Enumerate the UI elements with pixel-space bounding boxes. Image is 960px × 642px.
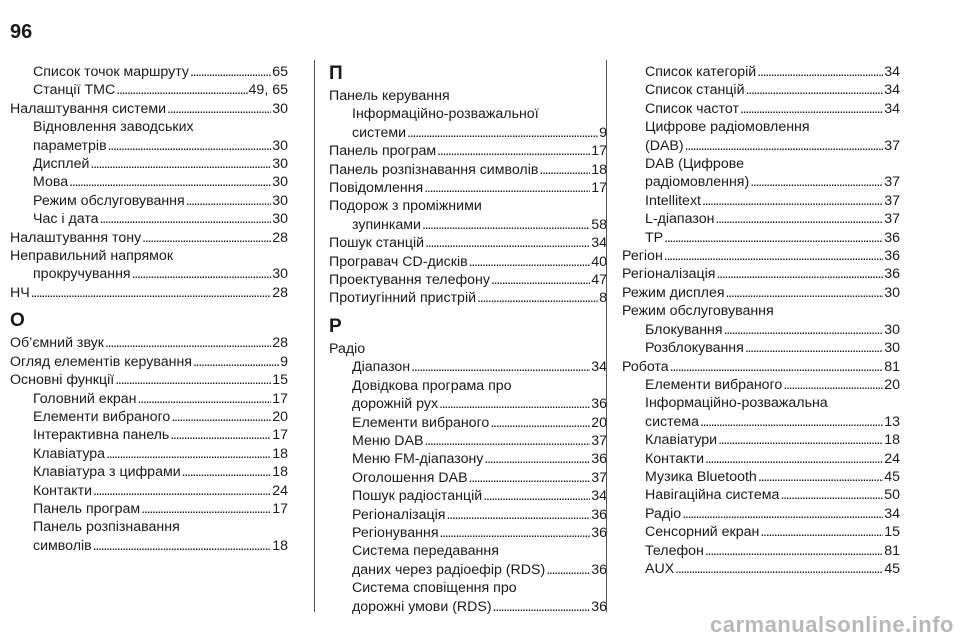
page-reference: 65	[272, 64, 288, 80]
index-subentry	[622, 210, 900, 228]
index-subentry	[10, 63, 288, 81]
index-subentry	[622, 431, 900, 449]
page-reference: 30	[272, 266, 288, 283]
dot-leader	[132, 265, 272, 283]
dot-leader	[758, 468, 883, 486]
index-column-1	[10, 63, 288, 555]
dot-leader	[783, 376, 883, 394]
index-entry-text: Регіоналізація	[622, 266, 716, 283]
index-subentry	[622, 118, 900, 155]
dot-leader	[780, 486, 883, 504]
dot-leader	[664, 229, 883, 247]
index-entry	[10, 229, 288, 247]
dot-leader	[483, 487, 590, 505]
index-entry-text: Неправильний напрямок	[10, 248, 174, 265]
index-entry-text: системи	[352, 124, 407, 141]
index-subentry	[329, 414, 607, 432]
page-reference: 30	[272, 192, 288, 209]
dot-leader	[745, 339, 883, 357]
index-entry-text: Робота	[622, 358, 669, 375]
page-reference: 34	[884, 64, 900, 80]
dot-leader	[439, 395, 590, 413]
index-entry-text: Клавіатура з цифрами	[33, 464, 181, 481]
index-subentry	[329, 469, 607, 487]
index-entry-text: Intellitext	[645, 192, 701, 209]
index-subentry	[329, 377, 607, 414]
index-entry	[622, 247, 900, 265]
dot-leader	[142, 229, 271, 247]
index-entry-text: Відновлення заводських	[33, 119, 194, 136]
index-subentry	[622, 542, 900, 560]
index-entry-text: Мова	[33, 174, 69, 191]
page-reference: 18	[884, 432, 900, 449]
index-entry-text: Налаштування тону	[10, 229, 142, 246]
index-entry	[10, 247, 288, 284]
dot-leader	[108, 137, 272, 155]
index-entry	[329, 234, 607, 252]
index-subentry	[10, 390, 288, 408]
dot-leader	[670, 358, 884, 376]
page-reference: 81	[884, 358, 900, 375]
page-reference: 36	[591, 524, 607, 541]
dot-leader	[724, 321, 884, 339]
index-subentry	[10, 173, 288, 191]
dot-leader	[106, 445, 271, 463]
page-reference: 36	[884, 229, 900, 246]
index-column-3	[622, 63, 900, 578]
index-entry-text: Сенсорний екран	[645, 524, 760, 541]
index-subentry	[622, 339, 900, 357]
index-entry-text: Проектування телефону	[329, 272, 490, 289]
dot-leader	[675, 560, 883, 578]
page-reference: 45	[884, 468, 900, 485]
index-entry-text: Режим обслуговування	[622, 303, 774, 320]
dot-leader	[685, 137, 884, 155]
index-entry-text: Огляд елементів керування	[10, 353, 192, 370]
page-reference: 58	[591, 216, 607, 233]
index-entry	[329, 87, 607, 142]
index-section-letter: О	[10, 310, 25, 332]
index-entry-text: символів	[33, 537, 92, 554]
index-entry-text: дорожні умови (RDS)	[352, 598, 492, 615]
index-entry-text: Список частот	[645, 100, 739, 117]
dot-leader	[705, 542, 883, 560]
page-reference: 81	[884, 542, 900, 559]
dot-leader	[682, 505, 883, 523]
index-entry-text: Панель програм	[33, 500, 141, 517]
page-reference: 17	[591, 143, 607, 160]
index-entry	[329, 340, 607, 358]
index-entry-text: Інформаційно-розважальної	[352, 106, 539, 123]
page-reference: 17	[272, 427, 288, 444]
dot-leader	[193, 353, 279, 371]
index-entry-text: Список станцій	[645, 82, 745, 99]
watermark: carmanualsonline.info	[710, 612, 954, 637]
index-entry	[622, 284, 900, 302]
index-entry-text: Контакти	[645, 450, 705, 467]
index-entry-text: Налаштування системи	[10, 100, 167, 117]
index-subentry	[622, 155, 900, 192]
index-entry-text: Регіон	[622, 248, 663, 265]
page-reference: 8	[599, 290, 607, 307]
index-entry	[622, 265, 900, 283]
index-entry-text: Список точок маршруту	[33, 64, 189, 80]
dot-leader	[422, 216, 590, 234]
index-subentry	[622, 505, 900, 523]
index-entry-text: Блокування	[645, 321, 723, 338]
page-reference: 18	[591, 161, 607, 178]
page-reference: 30	[272, 100, 288, 117]
index-subentry	[622, 376, 900, 394]
index-entry-text: Довідкова програма про	[352, 377, 512, 394]
page-reference: 30	[272, 137, 288, 154]
index-entry-text: Панель керування	[329, 88, 450, 104]
page-reference: 34	[591, 488, 607, 505]
index-entry	[10, 100, 288, 118]
dot-leader	[726, 284, 884, 302]
dot-leader	[186, 192, 272, 210]
index-subentry	[329, 358, 607, 376]
index-entry	[622, 302, 900, 320]
dot-leader	[171, 408, 271, 426]
index-subentry	[10, 445, 288, 463]
page-reference: 36	[591, 451, 607, 468]
dot-leader	[424, 179, 590, 197]
index-subentry	[329, 450, 607, 468]
index-entry	[10, 334, 288, 352]
dot-leader	[493, 598, 591, 616]
index-entry-text: Час і дата	[33, 211, 99, 228]
index-subentry	[622, 81, 900, 99]
dot-leader	[716, 265, 883, 283]
index-entry-text: Цифрове радіомовлення	[645, 119, 810, 136]
dot-leader	[105, 334, 271, 352]
dot-leader	[702, 192, 883, 210]
index-subentry	[10, 500, 288, 518]
dot-leader	[740, 100, 883, 118]
dot-leader	[750, 173, 883, 191]
index-entry-text: Елементи вибраного	[33, 408, 171, 425]
index-entry-text: Режим обслуговування	[33, 192, 185, 209]
page-reference: 17	[591, 180, 607, 197]
index-entry	[329, 179, 607, 197]
page-reference: 28	[272, 229, 288, 246]
dot-leader	[190, 63, 271, 81]
page-reference: 20	[884, 376, 900, 393]
index-entry-text: Станції TMC	[33, 82, 116, 99]
index-entry-text: (DAB)	[645, 137, 684, 154]
dot-leader	[424, 432, 590, 450]
index-entry-text: Подорож з проміжними	[329, 198, 482, 215]
index-section-letter: П	[329, 63, 343, 84]
page-reference: 18	[272, 445, 288, 462]
page-reference: 37	[591, 469, 607, 486]
dot-leader	[437, 142, 590, 160]
index-entry-text: Навігаційна система	[645, 487, 780, 504]
page-reference: 37	[591, 432, 607, 449]
dot-leader	[407, 124, 598, 142]
index-entry-text: Режим дисплея	[622, 284, 725, 301]
index-entry-text: система	[645, 413, 699, 430]
index-entry-text: даних через радіоефір (RDS)	[352, 561, 546, 578]
index-entry-text: Регіоналізація	[352, 506, 446, 523]
index-subentry	[10, 210, 288, 228]
page-number: 96	[10, 21, 33, 43]
page-reference: 40	[591, 253, 607, 270]
index-entry-text: Інтерактивна панель	[33, 427, 170, 444]
index-entry-text: Меню DAB	[352, 432, 424, 449]
index-entry-text: Основні функції	[10, 372, 115, 389]
index-subentry	[10, 426, 288, 444]
dot-leader	[170, 426, 271, 444]
dot-leader	[477, 289, 598, 307]
index-entry-text: Система сповіщення про	[352, 580, 517, 597]
page-reference: 36	[884, 266, 900, 283]
page-reference: 30	[884, 321, 900, 338]
dot-leader	[700, 413, 883, 431]
index-subentry	[10, 192, 288, 210]
index-entry-text: Клавіатура	[33, 445, 106, 462]
page-reference: 34	[591, 235, 607, 252]
index-entry	[329, 289, 607, 307]
page-reference: 30	[884, 284, 900, 301]
index-subentry	[622, 229, 900, 247]
dot-leader	[757, 63, 883, 81]
page-reference: 36	[591, 506, 607, 523]
index-entry-text: Музика Bluetooth	[645, 468, 757, 485]
dot-leader	[31, 284, 272, 302]
index-subentry	[329, 487, 607, 505]
page-reference: 36	[591, 598, 607, 615]
column-divider	[606, 60, 607, 612]
index-entry-text: Клавіатури	[645, 432, 718, 449]
index-entry-text: Список категорій	[645, 64, 757, 80]
index-subentry	[329, 579, 607, 616]
page-reference: 30	[272, 156, 288, 173]
index-subentry	[10, 482, 288, 500]
dot-leader	[546, 561, 590, 579]
index-entry-text: Меню FM-діапазону	[352, 451, 484, 468]
index-subentry	[622, 523, 900, 541]
dot-leader	[484, 450, 590, 468]
dot-leader	[182, 463, 272, 481]
index-entry	[329, 161, 607, 179]
page-reference: 34	[884, 82, 900, 99]
page-reference: 28	[272, 335, 288, 352]
index-column-2	[329, 63, 607, 616]
page-reference: 20	[591, 414, 607, 431]
index-entry-text: DAB (Цифрове	[645, 156, 744, 173]
index-entry-text: Пошук радіостанцій	[352, 488, 483, 505]
index-entry-text: Панель розпізнавання	[33, 519, 180, 536]
dot-leader	[490, 414, 590, 432]
index-subentry	[10, 118, 288, 155]
page-reference: 34	[884, 505, 900, 522]
index-entry-text: Діапазон	[352, 359, 411, 376]
page-reference: 30	[884, 340, 900, 357]
index-entry	[329, 197, 607, 234]
index-entry-text: Телефон	[645, 542, 704, 559]
page-reference: 36	[591, 561, 607, 578]
page-reference: 45	[884, 560, 900, 577]
index-subentry	[10, 518, 288, 555]
dot-leader	[138, 390, 272, 408]
page-reference: 36	[884, 248, 900, 265]
index-entry	[329, 142, 607, 160]
page-reference: 28	[272, 284, 288, 301]
dot-leader	[539, 161, 590, 179]
index-entry-text: НЧ	[10, 284, 30, 301]
page-reference: 24	[272, 482, 288, 499]
index-entry-text: Радіо	[329, 340, 366, 357]
page-reference: 37	[884, 137, 900, 154]
page-reference: 9	[599, 124, 607, 141]
dot-leader	[705, 450, 883, 468]
page-reference: 34	[884, 100, 900, 117]
page-reference: 50	[884, 487, 900, 504]
dot-leader	[69, 173, 271, 191]
dot-leader	[425, 234, 590, 252]
dot-leader	[93, 537, 272, 555]
index-entry-text: дорожній рух	[352, 396, 439, 413]
dot-leader	[718, 431, 883, 449]
dot-leader	[469, 253, 591, 271]
index-subentry	[329, 432, 607, 450]
page-reference: 37	[884, 211, 900, 228]
dot-leader	[760, 523, 883, 541]
dot-leader	[440, 524, 591, 542]
dot-leader	[100, 210, 272, 228]
index-subentry	[329, 542, 607, 579]
index-entry-text: Пошук станцій	[329, 235, 425, 252]
index-entry	[329, 253, 607, 271]
index-entry-text: Інформаційно-розважальна	[645, 395, 828, 412]
index-subentry	[622, 468, 900, 486]
index-entry	[10, 353, 288, 371]
index-entry-text: Панель програм	[329, 143, 437, 160]
index-subentry	[329, 524, 607, 542]
page-reference: 15	[272, 372, 288, 389]
index-section-letter: Р	[329, 315, 342, 337]
page-reference: 36	[591, 396, 607, 413]
index-entry-text: Об’ємний звук	[10, 335, 104, 352]
index-subentry	[10, 81, 288, 99]
index-entry-text: прокручування	[33, 266, 131, 283]
index-entry-text: Головний екран	[33, 390, 137, 407]
dot-leader	[491, 271, 590, 289]
index-subentry	[10, 463, 288, 481]
dot-leader	[411, 358, 590, 376]
index-subentry	[622, 192, 900, 210]
dot-leader	[115, 371, 271, 389]
index-entry-text: AUX	[645, 560, 675, 577]
page-reference: 17	[272, 500, 288, 517]
index-subentry	[622, 100, 900, 118]
index-entry	[10, 371, 288, 389]
index-entry-text: Елементи вибраного	[645, 376, 783, 393]
page-reference: 37	[884, 192, 900, 209]
index-entry	[10, 284, 288, 302]
index-entry-text: Програвач CD-дисків	[329, 253, 468, 270]
column-divider	[314, 60, 315, 612]
index-subentry	[622, 63, 900, 81]
page-reference: 18	[272, 464, 288, 481]
index-subentry	[622, 321, 900, 339]
index-entry-text: Дисплей	[33, 156, 90, 173]
index-subentry	[622, 560, 900, 578]
page-reference: 17	[272, 390, 288, 407]
index-entry-text: L-діапазон	[645, 211, 715, 228]
index-entry-text: Повідомлення	[329, 180, 424, 197]
page-reference: 13	[884, 413, 900, 430]
page-reference: 47	[591, 272, 607, 289]
index-entry-text: Протиугінний пристрій	[329, 290, 477, 307]
index-entry-text: Панель розпізнавання символів	[329, 161, 539, 178]
page-reference: 37	[884, 174, 900, 191]
index-entry-text: TP	[645, 229, 664, 246]
dot-leader	[664, 247, 883, 265]
page-reference: 24	[884, 450, 900, 467]
dot-leader	[90, 155, 271, 173]
dot-leader	[469, 469, 591, 487]
page-reference: 15	[884, 524, 900, 541]
index-entry-text: Елементи вибраного	[352, 414, 490, 431]
dot-leader	[446, 506, 590, 524]
index-entry	[622, 358, 900, 376]
index-subentry	[622, 486, 900, 504]
dot-leader	[746, 81, 884, 99]
index-subentry	[622, 450, 900, 468]
index-subentry	[329, 506, 607, 524]
index-subentry	[10, 408, 288, 426]
index-entry-text: Система передавання	[352, 543, 499, 560]
index-entry-text: Регіонування	[352, 524, 439, 541]
index-entry-text: Радіо	[645, 505, 682, 522]
index-entry	[329, 271, 607, 289]
page-reference: 30	[272, 174, 288, 191]
page-reference: 9	[280, 353, 288, 370]
dot-leader	[93, 482, 271, 500]
dot-leader	[715, 210, 883, 228]
index-entry-text: Оголошення DAB	[352, 469, 468, 486]
index-entry-text: параметрів	[33, 137, 107, 154]
page-reference: 20	[272, 408, 288, 425]
page-reference: 18	[272, 537, 288, 554]
dot-leader	[167, 100, 271, 118]
index-subentry	[622, 394, 900, 431]
dot-leader	[116, 81, 247, 99]
index-subentry	[10, 155, 288, 173]
index-entry-text: радіомовлення)	[645, 174, 750, 191]
dot-leader	[141, 500, 271, 518]
index-entry-text: зупинками	[352, 216, 421, 233]
index-entry-text: Розблокування	[645, 340, 744, 357]
page-reference: 49, 65	[248, 82, 288, 99]
page-reference: 30	[272, 211, 288, 228]
page-reference: 34	[591, 359, 607, 376]
index-entry-text: Контакти	[33, 482, 93, 499]
